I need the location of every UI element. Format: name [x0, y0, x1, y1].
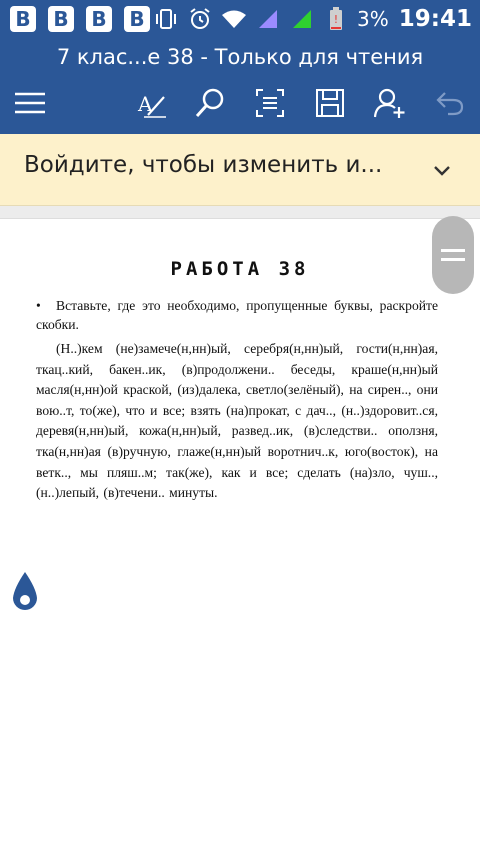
scroll-handle[interactable]: [432, 216, 474, 294]
edit-drop-handle[interactable]: [10, 570, 40, 614]
search-icon: [194, 87, 226, 124]
vk-notification-icon: В: [86, 6, 112, 32]
divider: [0, 206, 480, 218]
menu-icon: [14, 92, 46, 119]
task-instruction: [36, 296, 438, 334]
battery-icon: [323, 6, 349, 32]
status-bar: [0, 0, 480, 38]
edit-button[interactable]: [132, 85, 172, 125]
reading-view-button[interactable]: [250, 85, 290, 125]
exercise-text: (Н..)кем (не)замече(н,нн)ый, серебря(н,нн)ый, гости(н,нн)ая, ткац..кий, бакен..ик, (в)продолжени.. беседы, краше(н,нн)ый масля(н,нн)ой краской, (из)далека, светло(зелёный), на сирен.., они вою..т, то(же), что и все; взять (на)прокат, с дач.., (н..)здоровит..ся, деревя(н,нн)ый, кожа(н,нн)ый, развед..ик, (в)следстви.. оползня, тка(н,нн)ая (в)ручную, глаже(н,нн)ый воротнич..к, юго(восток), на ветк.., мы пляш..м; так(же), как и все; сделать (на)зло, чуш.., (н..)лепый, (в)течени.. минуты.: [36, 341, 438, 501]
vibrate-icon: [153, 6, 179, 32]
drop-icon: [10, 601, 40, 618]
clock: 19:41: [398, 6, 472, 32]
signal-icon: [255, 6, 281, 32]
task-text: Вставьте, где это необходимо, пропущенные буквы, раскройте скобки.: [36, 298, 438, 332]
undo-icon: [436, 90, 464, 121]
system-icons: [149, 0, 480, 38]
alarm-icon: [187, 6, 213, 32]
vk-notification-icon: В: [48, 6, 74, 32]
sign-in-banner[interactable]: [0, 134, 480, 206]
bullet: •: [36, 298, 41, 313]
wifi-icon: [221, 6, 247, 32]
toolbar: [0, 76, 480, 134]
share-button[interactable]: [370, 85, 410, 125]
svg-text:!: !: [333, 13, 339, 26]
battery-percent: 3%: [357, 7, 389, 31]
menu-button[interactable]: [10, 85, 50, 125]
share-person-icon: [374, 87, 406, 124]
search-button[interactable]: [190, 85, 230, 125]
save-button[interactable]: [310, 85, 350, 125]
scan-icon: [255, 88, 285, 123]
page-title: РАБОТА 38: [170, 258, 310, 280]
sign-in-banner-text: Войдите, чтобы изменить и...: [24, 152, 383, 178]
document-title-bar: 7 клас...е 38 - Только для чтения: [0, 38, 480, 76]
signal-icon: [289, 6, 315, 32]
chevron-down-icon[interactable]: [430, 158, 454, 182]
vk-notification-icon: В: [10, 6, 36, 32]
edit-pen-icon: [136, 87, 168, 124]
undo-button[interactable]: [430, 85, 470, 125]
save-icon: [315, 88, 345, 123]
svg-text:A: A: [138, 91, 153, 116]
vk-notification-icon: В: [124, 6, 150, 32]
